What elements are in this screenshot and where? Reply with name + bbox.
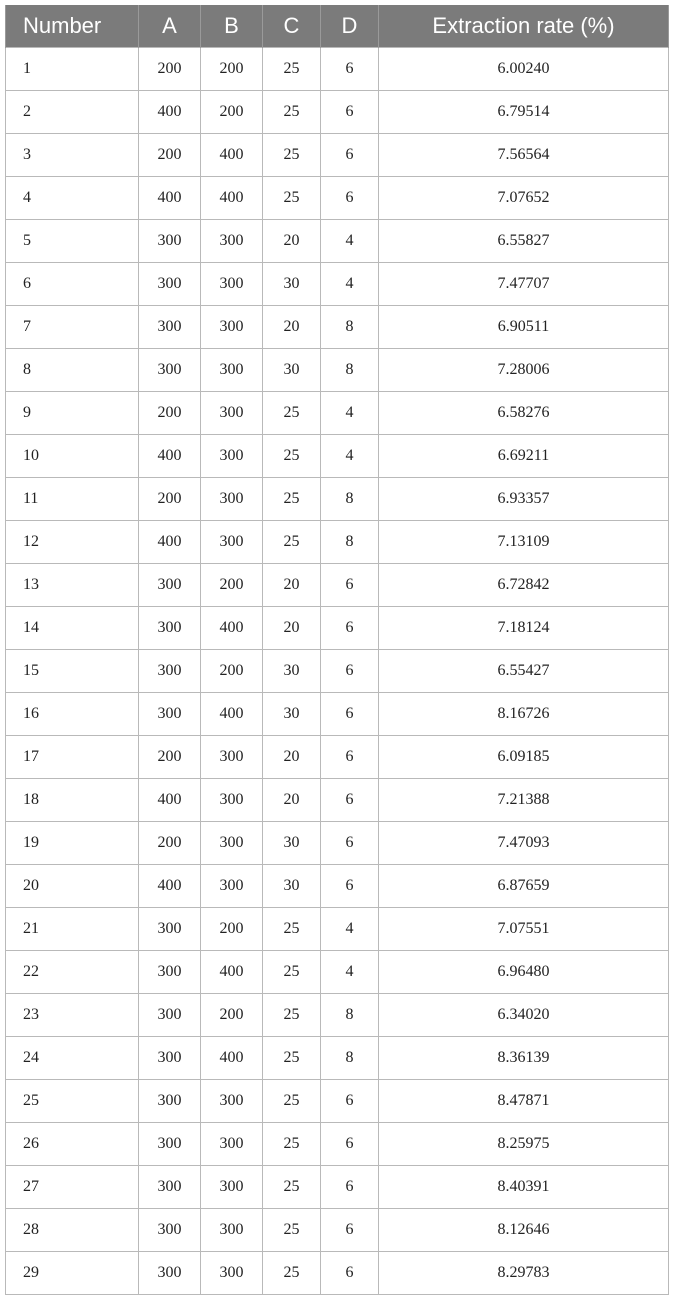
cell-a: 200: [139, 736, 201, 779]
cell-d: 8: [321, 306, 379, 349]
cell-number: 4: [6, 177, 139, 220]
cell-extraction-rate: 6.69211: [379, 435, 669, 478]
cell-a: 200: [139, 822, 201, 865]
cell-c: 25: [263, 177, 321, 220]
cell-number: 6: [6, 263, 139, 306]
cell-number: 1: [6, 48, 139, 91]
cell-extraction-rate: 8.12646: [379, 1209, 669, 1252]
cell-d: 6: [321, 822, 379, 865]
cell-extraction-rate: 6.72842: [379, 564, 669, 607]
cell-b: 400: [201, 1037, 263, 1080]
cell-a: 300: [139, 650, 201, 693]
cell-d: 6: [321, 177, 379, 220]
cell-extraction-rate: 8.16726: [379, 693, 669, 736]
cell-b: 300: [201, 736, 263, 779]
cell-number: 27: [6, 1166, 139, 1209]
cell-b: 300: [201, 1166, 263, 1209]
table-row: [6, 349, 669, 392]
cell-d: 6: [321, 1209, 379, 1252]
cell-d: 6: [321, 134, 379, 177]
cell-b: 200: [201, 994, 263, 1037]
header-c: C: [263, 5, 321, 48]
cell-b: 300: [201, 822, 263, 865]
cell-c: 20: [263, 220, 321, 263]
table-row: [6, 607, 669, 650]
cell-d: 4: [321, 435, 379, 478]
cell-a: 300: [139, 1166, 201, 1209]
cell-c: 30: [263, 349, 321, 392]
table-row: [6, 1037, 669, 1080]
cell-number: 16: [6, 693, 139, 736]
table-row: [6, 220, 669, 263]
table-body: [6, 48, 669, 1295]
cell-b: 400: [201, 607, 263, 650]
cell-c: 20: [263, 564, 321, 607]
table-row: [6, 908, 669, 951]
cell-a: 400: [139, 435, 201, 478]
cell-extraction-rate: 8.47871: [379, 1080, 669, 1123]
cell-b: 200: [201, 564, 263, 607]
cell-d: 6: [321, 650, 379, 693]
cell-c: 20: [263, 607, 321, 650]
cell-extraction-rate: 7.28006: [379, 349, 669, 392]
cell-c: 20: [263, 736, 321, 779]
table-row: [6, 478, 669, 521]
cell-c: 25: [263, 91, 321, 134]
cell-b: 300: [201, 521, 263, 564]
cell-extraction-rate: 8.36139: [379, 1037, 669, 1080]
cell-number: 15: [6, 650, 139, 693]
cell-number: 18: [6, 779, 139, 822]
cell-c: 25: [263, 1080, 321, 1123]
cell-number: 28: [6, 1209, 139, 1252]
table-row: [6, 1080, 669, 1123]
cell-c: 25: [263, 1252, 321, 1295]
table-row: [6, 1209, 669, 1252]
cell-b: 300: [201, 1080, 263, 1123]
header-b: B: [201, 5, 263, 48]
table-row: [6, 1166, 669, 1209]
cell-d: 6: [321, 1123, 379, 1166]
cell-a: 200: [139, 134, 201, 177]
cell-number: 13: [6, 564, 139, 607]
cell-a: 300: [139, 1209, 201, 1252]
table-row: [6, 134, 669, 177]
cell-extraction-rate: 6.58276: [379, 392, 669, 435]
cell-extraction-rate: 6.55827: [379, 220, 669, 263]
cell-a: 300: [139, 1080, 201, 1123]
cell-b: 300: [201, 865, 263, 908]
cell-a: 400: [139, 865, 201, 908]
cell-extraction-rate: 8.25975: [379, 1123, 669, 1166]
cell-c: 25: [263, 435, 321, 478]
table-row: [6, 564, 669, 607]
cell-c: 30: [263, 822, 321, 865]
cell-c: 25: [263, 1037, 321, 1080]
cell-number: 25: [6, 1080, 139, 1123]
cell-d: 6: [321, 91, 379, 134]
cell-b: 300: [201, 1209, 263, 1252]
cell-extraction-rate: 6.93357: [379, 478, 669, 521]
cell-d: 8: [321, 478, 379, 521]
cell-number: 3: [6, 134, 139, 177]
cell-c: 25: [263, 478, 321, 521]
table-container: [5, 5, 669, 1295]
cell-extraction-rate: 7.56564: [379, 134, 669, 177]
cell-a: 300: [139, 607, 201, 650]
cell-b: 400: [201, 177, 263, 220]
cell-a: 300: [139, 263, 201, 306]
cell-d: 6: [321, 1080, 379, 1123]
cell-extraction-rate: 7.47093: [379, 822, 669, 865]
cell-number: 20: [6, 865, 139, 908]
table-row: [6, 822, 669, 865]
cell-d: 6: [321, 1166, 379, 1209]
cell-number: 10: [6, 435, 139, 478]
table-row: [6, 865, 669, 908]
cell-extraction-rate: 6.09185: [379, 736, 669, 779]
cell-a: 300: [139, 306, 201, 349]
cell-number: 21: [6, 908, 139, 951]
cell-c: 25: [263, 994, 321, 1037]
table-row: [6, 994, 669, 1037]
table-row: [6, 306, 669, 349]
cell-number: 11: [6, 478, 139, 521]
cell-c: 25: [263, 951, 321, 994]
header-d: D: [321, 5, 379, 48]
extraction-rate-table: [5, 5, 669, 1295]
cell-d: 6: [321, 693, 379, 736]
cell-a: 300: [139, 1037, 201, 1080]
cell-d: 6: [321, 564, 379, 607]
cell-b: 200: [201, 650, 263, 693]
cell-d: 4: [321, 951, 379, 994]
cell-c: 20: [263, 779, 321, 822]
cell-extraction-rate: 6.00240: [379, 48, 669, 91]
cell-d: 4: [321, 220, 379, 263]
table-row: [6, 263, 669, 306]
cell-b: 300: [201, 1252, 263, 1295]
cell-c: 25: [263, 48, 321, 91]
cell-extraction-rate: 6.87659: [379, 865, 669, 908]
cell-a: 300: [139, 908, 201, 951]
cell-a: 300: [139, 1123, 201, 1166]
cell-b: 200: [201, 48, 263, 91]
cell-c: 30: [263, 650, 321, 693]
header-extraction-rate: Extraction rate (%): [379, 5, 669, 48]
table-row: [6, 951, 669, 994]
cell-b: 400: [201, 951, 263, 994]
cell-b: 300: [201, 306, 263, 349]
cell-b: 200: [201, 91, 263, 134]
cell-extraction-rate: 7.47707: [379, 263, 669, 306]
table-row: [6, 779, 669, 822]
cell-a: 300: [139, 1252, 201, 1295]
cell-extraction-rate: 7.18124: [379, 607, 669, 650]
cell-extraction-rate: 6.55427: [379, 650, 669, 693]
cell-number: 2: [6, 91, 139, 134]
cell-extraction-rate: 7.21388: [379, 779, 669, 822]
cell-number: 23: [6, 994, 139, 1037]
table-row: [6, 650, 669, 693]
cell-d: 4: [321, 392, 379, 435]
cell-number: 22: [6, 951, 139, 994]
cell-number: 29: [6, 1252, 139, 1295]
table-row: [6, 1123, 669, 1166]
table-row: [6, 693, 669, 736]
cell-extraction-rate: 6.79514: [379, 91, 669, 134]
cell-d: 8: [321, 1037, 379, 1080]
cell-extraction-rate: 8.40391: [379, 1166, 669, 1209]
cell-number: 7: [6, 306, 139, 349]
cell-c: 25: [263, 392, 321, 435]
cell-extraction-rate: 7.07551: [379, 908, 669, 951]
cell-number: 5: [6, 220, 139, 263]
cell-b: 300: [201, 392, 263, 435]
table-row: [6, 521, 669, 564]
cell-a: 300: [139, 349, 201, 392]
cell-number: 9: [6, 392, 139, 435]
cell-d: 6: [321, 48, 379, 91]
cell-a: 400: [139, 91, 201, 134]
cell-b: 200: [201, 908, 263, 951]
cell-c: 30: [263, 263, 321, 306]
cell-b: 300: [201, 263, 263, 306]
header-a: A: [139, 5, 201, 48]
cell-a: 300: [139, 564, 201, 607]
table-row: [6, 91, 669, 134]
cell-d: 6: [321, 736, 379, 779]
table-row: [6, 392, 669, 435]
cell-a: 300: [139, 220, 201, 263]
cell-b: 300: [201, 1123, 263, 1166]
cell-a: 300: [139, 693, 201, 736]
table-row: [6, 1252, 669, 1295]
cell-extraction-rate: 7.07652: [379, 177, 669, 220]
cell-extraction-rate: 6.34020: [379, 994, 669, 1037]
cell-c: 25: [263, 908, 321, 951]
cell-a: 400: [139, 521, 201, 564]
cell-number: 19: [6, 822, 139, 865]
cell-d: 6: [321, 1252, 379, 1295]
cell-number: 24: [6, 1037, 139, 1080]
cell-a: 200: [139, 48, 201, 91]
table-row: [6, 435, 669, 478]
cell-extraction-rate: 6.96480: [379, 951, 669, 994]
cell-c: 25: [263, 1123, 321, 1166]
cell-d: 8: [321, 521, 379, 564]
cell-d: 6: [321, 865, 379, 908]
cell-a: 200: [139, 392, 201, 435]
cell-d: 4: [321, 263, 379, 306]
header-row: [6, 5, 669, 48]
cell-c: 30: [263, 865, 321, 908]
cell-c: 20: [263, 306, 321, 349]
cell-extraction-rate: 7.13109: [379, 521, 669, 564]
cell-number: 26: [6, 1123, 139, 1166]
cell-d: 8: [321, 349, 379, 392]
cell-b: 400: [201, 693, 263, 736]
cell-a: 400: [139, 177, 201, 220]
cell-a: 400: [139, 779, 201, 822]
cell-number: 17: [6, 736, 139, 779]
cell-number: 14: [6, 607, 139, 650]
cell-d: 6: [321, 779, 379, 822]
cell-b: 300: [201, 779, 263, 822]
cell-c: 30: [263, 693, 321, 736]
cell-number: 8: [6, 349, 139, 392]
cell-c: 25: [263, 1166, 321, 1209]
cell-b: 400: [201, 134, 263, 177]
cell-d: 4: [321, 908, 379, 951]
cell-b: 300: [201, 478, 263, 521]
cell-b: 300: [201, 435, 263, 478]
cell-d: 8: [321, 994, 379, 1037]
cell-d: 6: [321, 607, 379, 650]
cell-extraction-rate: 6.90511: [379, 306, 669, 349]
cell-a: 200: [139, 478, 201, 521]
table-row: [6, 48, 669, 91]
cell-a: 300: [139, 951, 201, 994]
cell-c: 25: [263, 521, 321, 564]
cell-a: 300: [139, 994, 201, 1037]
table-row: [6, 177, 669, 220]
cell-c: 25: [263, 134, 321, 177]
cell-b: 300: [201, 220, 263, 263]
cell-extraction-rate: 8.29783: [379, 1252, 669, 1295]
table-row: [6, 736, 669, 779]
cell-b: 300: [201, 349, 263, 392]
cell-number: 12: [6, 521, 139, 564]
cell-c: 25: [263, 1209, 321, 1252]
header-number: Number: [6, 5, 139, 48]
